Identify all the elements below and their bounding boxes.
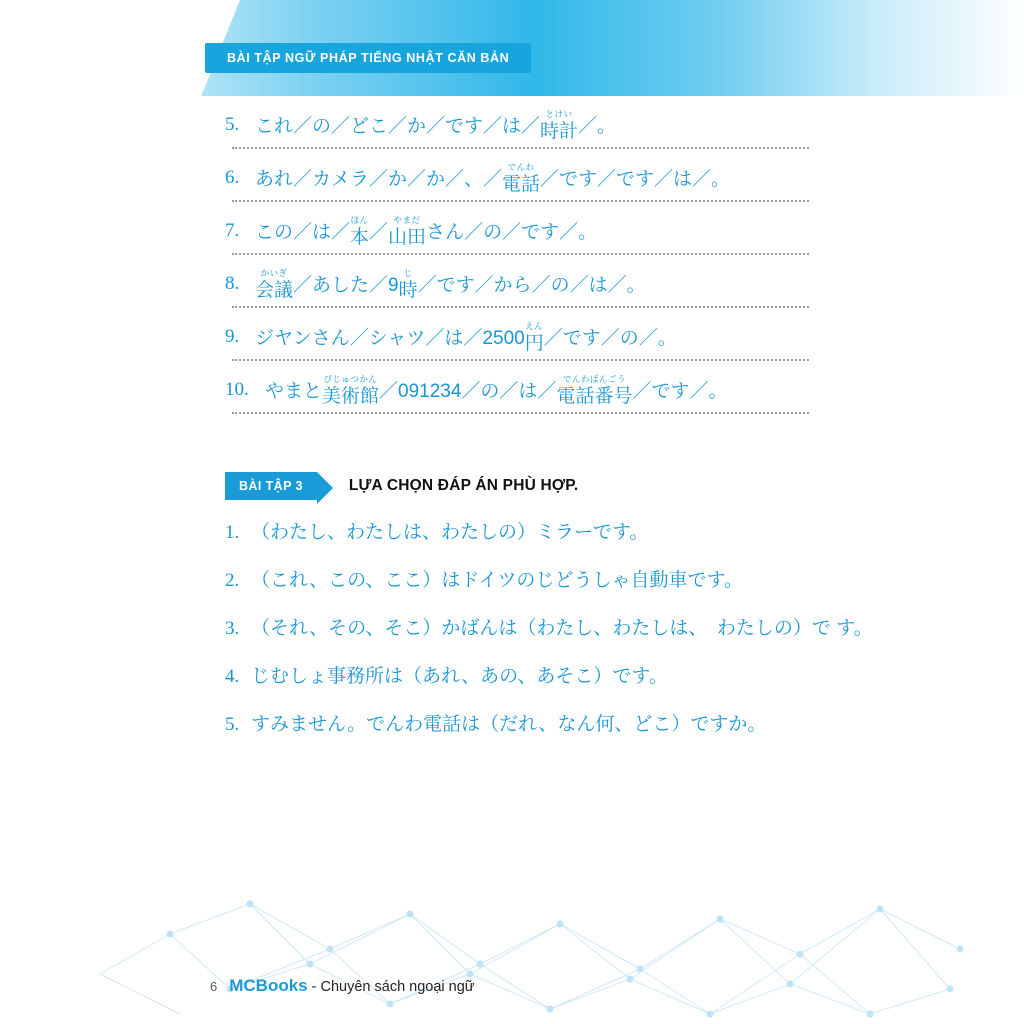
answer-line bbox=[232, 358, 809, 361]
choice-row bbox=[0, 518, 1024, 548]
question-number: 10. bbox=[225, 379, 249, 400]
question-row bbox=[0, 322, 1024, 354]
brand-tagline: - Chuyên sách ngoại ngữ bbox=[311, 979, 475, 995]
question-number: 7. bbox=[225, 220, 240, 241]
choice-row bbox=[0, 614, 1024, 644]
answer-line bbox=[232, 252, 809, 255]
choice-text: すみません。でんわ電話は（だれ、なん何、どこ）ですか。 bbox=[251, 714, 767, 735]
question-row bbox=[0, 163, 1024, 195]
header-title-tab bbox=[205, 43, 531, 73]
question-row bbox=[0, 375, 1024, 407]
question-text: これ／の／どこ／か／です／は／ とけい 時計 ／。 bbox=[255, 109, 617, 142]
answer-line bbox=[232, 146, 809, 149]
choice-row bbox=[0, 662, 1024, 692]
choice-number: 2. bbox=[225, 570, 240, 591]
choice-row bbox=[0, 566, 1024, 596]
question-number: 9. bbox=[225, 326, 240, 347]
question-number: 5. bbox=[225, 114, 240, 135]
answer-line bbox=[232, 411, 809, 414]
question-number: 6. bbox=[225, 167, 240, 188]
footer-decoration bbox=[0, 894, 1024, 1024]
answer-line bbox=[232, 199, 809, 202]
answer-line bbox=[232, 305, 809, 308]
brand-name: MCBooks bbox=[229, 976, 308, 995]
choice-text: （わたし、わたしは、わたしの）ミラーです。 bbox=[251, 522, 649, 543]
question-number: 8. bbox=[225, 273, 240, 294]
question-row bbox=[0, 110, 1024, 142]
exercise-2-question-list bbox=[0, 110, 1024, 414]
page-number: 6 bbox=[210, 979, 218, 994]
choice-row bbox=[0, 710, 1024, 740]
choice-text: （それ、その、そこ）かばんは（わたし、わたしは、 わたしの）で す。 bbox=[251, 618, 873, 639]
header-title-text: BÀI TẬP NGỮ PHÁP TIẾNG NHẬT CĂN BẢN bbox=[227, 51, 510, 65]
question-text: やまと びじゅつかん 美術館 ／091234／の／は／ でんわばんごう 電話番号 ／です／。 bbox=[265, 374, 728, 407]
question-text: この／は／ ほん 本 ／ やまだ 山田 さん／の／です／。 bbox=[255, 215, 598, 248]
exercise-3-header bbox=[0, 472, 1024, 500]
choice-text: （これ、この、ここ）はドイツのじどうしゃ自動車です。 bbox=[251, 570, 743, 591]
choice-number: 1. bbox=[225, 522, 240, 543]
exercise-3-badge-label: BÀI TẬP 3 bbox=[239, 479, 303, 493]
choice-number: 3. bbox=[225, 618, 240, 639]
exercise-3-title: LỰA CHỌN ĐÁP ÁN PHÙ HỢP. bbox=[348, 477, 579, 494]
question-text: あれ／カメラ／か／か／、／ でんわ 電話 ／です／です／は／。 bbox=[255, 162, 731, 195]
exercise-3-badge bbox=[225, 472, 317, 500]
choice-text: じむしょ事務所は（あれ、あの、あそこ）です。 bbox=[251, 666, 668, 687]
page-footer bbox=[0, 976, 1024, 996]
page-content bbox=[0, 96, 1024, 740]
question-row bbox=[0, 269, 1024, 301]
question-text: かいぎ 会議 ／あした／9 じ 時 ／です／から／の／は／。 bbox=[255, 268, 646, 301]
choice-number: 4. bbox=[225, 666, 240, 687]
question-row bbox=[0, 216, 1024, 248]
exercise-3-question-list bbox=[0, 518, 1024, 740]
question-text: ジヤンさん／シャツ／は／2500 えん 円 ／です／の／。 bbox=[255, 321, 677, 354]
choice-number: 5. bbox=[225, 714, 240, 735]
